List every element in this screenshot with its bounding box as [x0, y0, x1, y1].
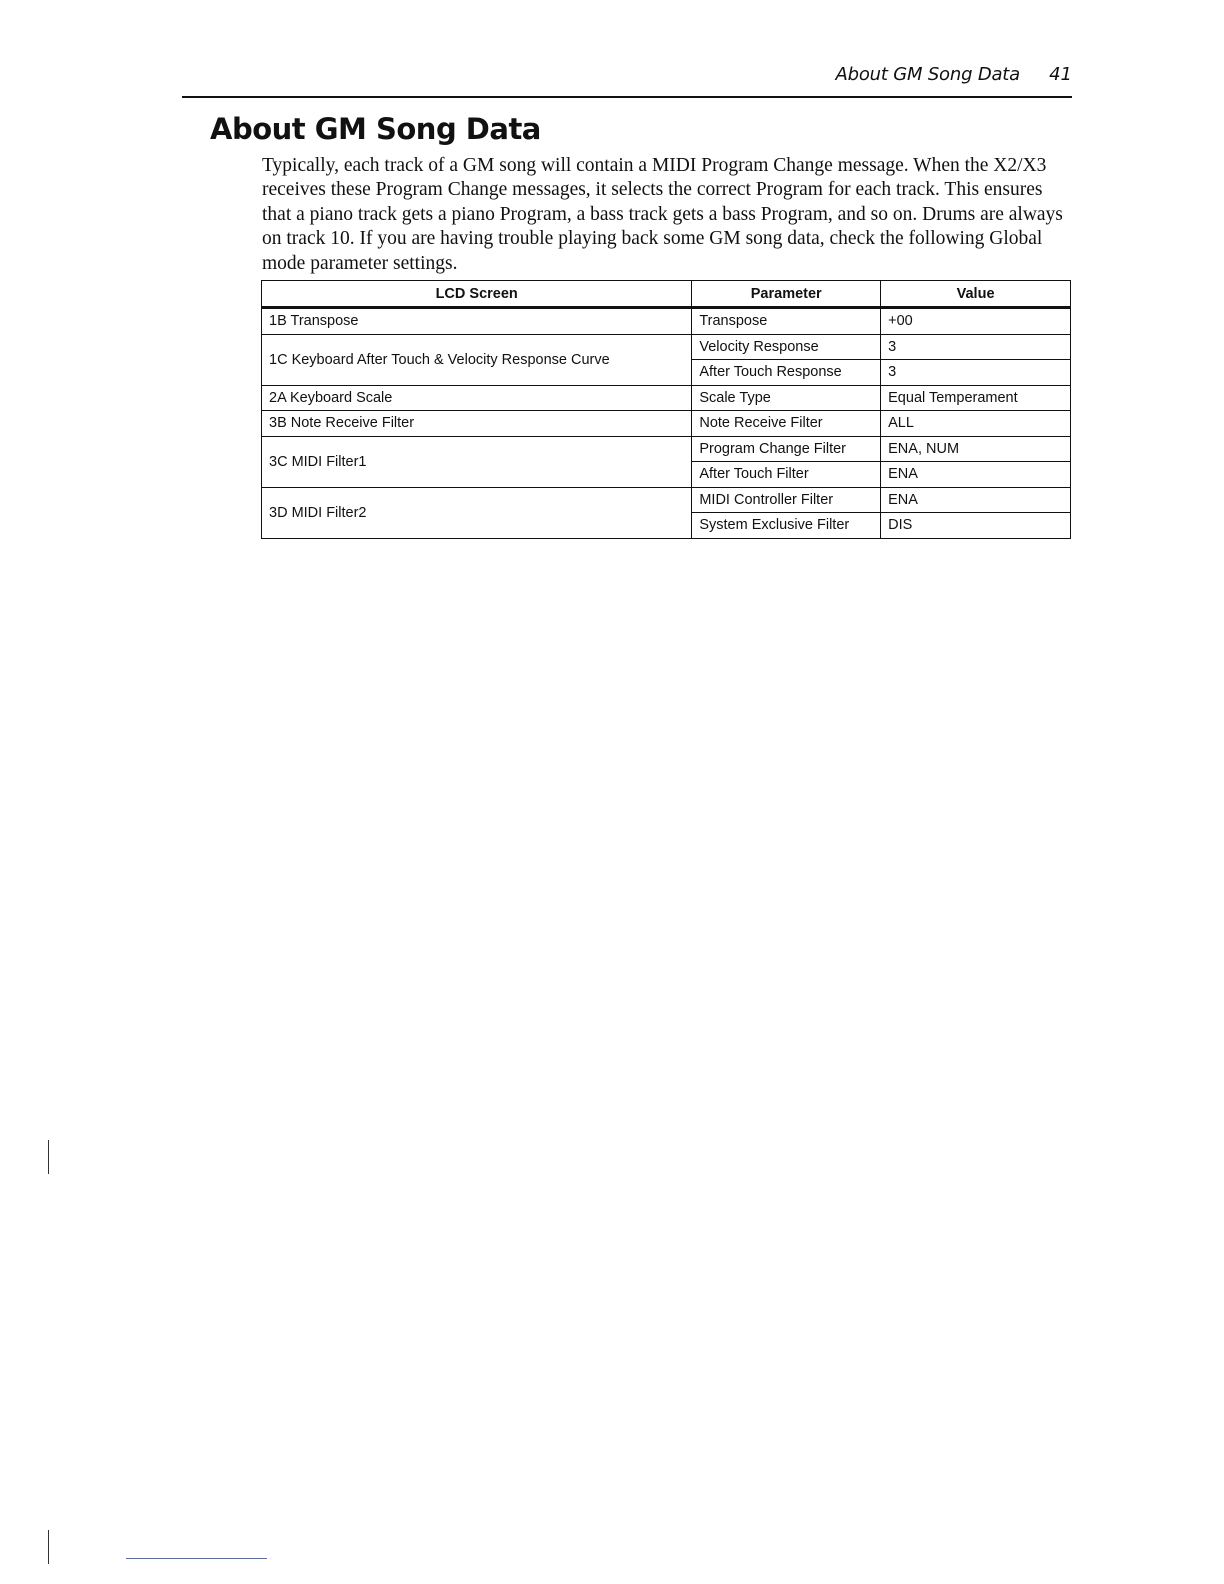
cell-parameter: Scale Type: [692, 385, 881, 411]
cell-parameter: MIDI Controller Filter: [692, 487, 881, 513]
cell-value: ENA: [881, 487, 1071, 513]
running-head-title: About GM Song Data: [835, 64, 1020, 85]
cell-lcd-screen: 2A Keyboard Scale: [262, 385, 692, 411]
cell-parameter: Program Change Filter: [692, 436, 881, 462]
cell-parameter: System Exclusive Filter: [692, 513, 881, 539]
scan-binding-mark: [48, 1530, 49, 1564]
cell-value: ENA, NUM: [881, 436, 1071, 462]
table-row: [262, 436, 1071, 462]
cell-value: DIS: [881, 513, 1071, 539]
footer-rule: [126, 1558, 267, 1559]
table-row: [262, 385, 1071, 411]
cell-parameter: After Touch Response: [692, 360, 881, 386]
cell-value: Equal Temperament: [881, 385, 1071, 411]
page-number: 41: [1049, 64, 1072, 85]
cell-parameter: Transpose: [692, 308, 881, 335]
table-row: [262, 487, 1071, 513]
running-head: [182, 62, 1072, 98]
cell-parameter: Note Receive Filter: [692, 411, 881, 437]
cell-value: ENA: [881, 462, 1071, 488]
cell-parameter: After Touch Filter: [692, 462, 881, 488]
cell-lcd-screen: 3D MIDI Filter2: [262, 487, 692, 538]
cell-lcd-screen: 3B Note Receive Filter: [262, 411, 692, 437]
cell-value: 3: [881, 334, 1071, 360]
cell-parameter: Velocity Response: [692, 334, 881, 360]
table-row: [262, 308, 1071, 335]
cell-value: +00: [881, 308, 1071, 335]
cell-lcd-screen: 3C MIDI Filter1: [262, 436, 692, 487]
scan-binding-mark: [48, 1140, 49, 1174]
cell-value: ALL: [881, 411, 1071, 437]
table-row: [262, 334, 1071, 360]
table-row: [262, 411, 1071, 437]
section-title: About GM Song Data: [210, 112, 541, 146]
table-header-row: [262, 281, 1071, 308]
global-settings-table: [261, 280, 1071, 539]
header-lcd-screen: LCD Screen: [262, 281, 692, 308]
cell-lcd-screen: 1B Transpose: [262, 308, 692, 335]
header-value: Value: [881, 281, 1071, 308]
cell-lcd-screen: 1C Keyboard After Touch & Velocity Response Curve: [262, 334, 692, 385]
header-parameter: Parameter: [692, 281, 881, 308]
intro-paragraph: Typically, each track of a GM song will contain a MIDI Program Change message. When the X2/X3 receives these Program Change messages, it selects the correct Program for each track. This ensures that a piano track gets a piano Program, a bass track gets a bass Program, and so on. Drums are always on track 10. If you are having trouble playing back some GM song data, check the following Global mode parameter settings.: [262, 155, 1063, 274]
cell-value: 3: [881, 360, 1071, 386]
